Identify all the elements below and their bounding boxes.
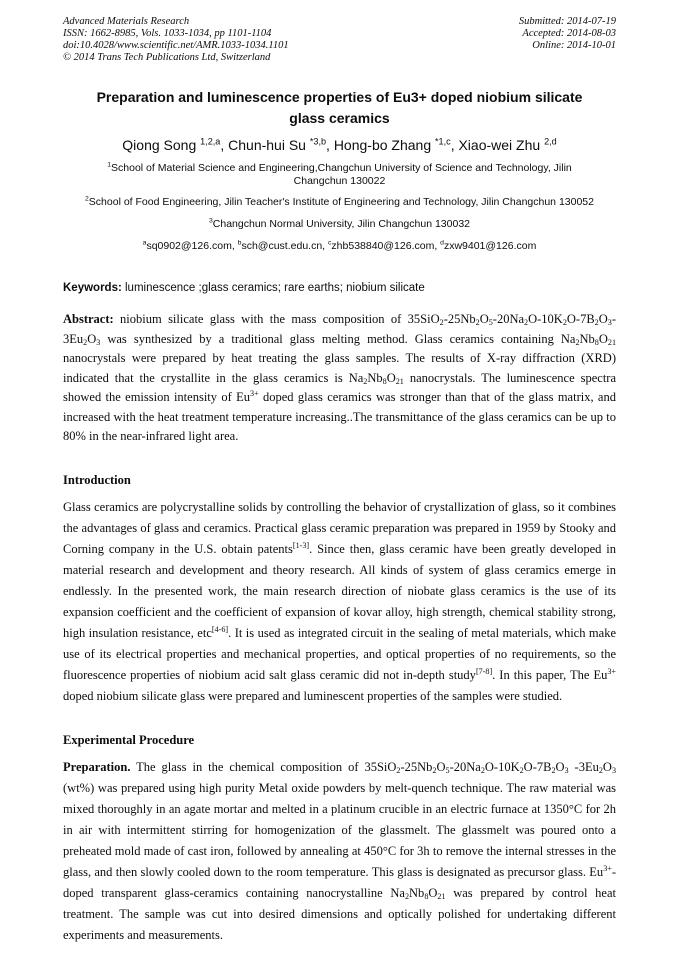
journal-name: Advanced Materials Research bbox=[63, 16, 190, 27]
journal-info bbox=[63, 16, 289, 64]
submission-dates bbox=[519, 16, 616, 64]
section-heading-introduction: Introduction bbox=[63, 472, 131, 487]
online-date: Online: 2014-10-01 bbox=[532, 40, 616, 51]
affiliation-1: $^1$School of Material Science and Engineering,Changchun University of Science and Technology, Jilin Changchun 130022 bbox=[107, 161, 572, 187]
paper-title: Preparation and luminescence properties of Eu3+ doped niobium silicate glass ceramics bbox=[96, 89, 583, 126]
accepted-date: Accepted: 2014-08-03 bbox=[522, 28, 616, 39]
author-emails: $^a$sq0902@126.com, $^b$sch@cust.edu.cn, $^c$zhb538840@126.com, $^d$zxw9401@126.com bbox=[142, 239, 537, 252]
journal-copyright-line: © 2014 Trans Tech Publications Ltd, Switzerland bbox=[63, 52, 271, 63]
preparation-paragraph: Preparation. The glass in the chemical composition of $35SiO_2-25Nb_2O_5-20Na_2O-10K_2O-7B_2O_3$ $-3Eu_2O_3$ (wt%) was prepared using high purity Metal oxide powders by melt-quench technique. The raw material was mixed thoroughly in an agate mortar and melted in a platinum crucible in an electric furnace at 1350°C for 2h in air with intermittent stirring for homogenization of the glassmelt. The glassmelt was poured onto a preheated mold made of cast iron, followed by annealing at 450°C for 3h to remove the internal stresses in the glass, and then slowly cooled down to the room temperature. This glass is designated as precursor glass. $Eu^{3+}$-doped transparent glass-ceramics containing nanocrystalline $Na_2Nb_8O_{21}$ was prepared by control heat treatment. The sample was cut into desired dimensions and optically polished for undertaking different experiments and measurements. bbox=[63, 759, 617, 942]
paper-header bbox=[63, 16, 616, 64]
author-line: Qiong Song $^{1,2,a}$, Chun-hui Su $^{*3,b}$, Hong-bo Zhang $^{*1,c}$, Xiao-wei Zhu $^{2,d}$ bbox=[122, 136, 557, 153]
section-heading-experimental: Experimental Procedure bbox=[63, 732, 195, 747]
affiliation-3: $^3$Changchun Normal University, Jilin Changchun 130032 bbox=[209, 217, 470, 230]
journal-issn-line: ISSN: 1662-8985, Vols. 1033-1034, pp 1101-1104 bbox=[63, 28, 272, 39]
journal-doi-line: doi:10.4028/www.scientific.net/AMR.1033-1034.1101 bbox=[63, 40, 289, 51]
introduction-paragraph: Glass ceramics are polycrystalline solids by controlling the behavior of crystallization of glass, so it combines the advantages of glass and ceramics. Practical glass ceramic preparation was prepared in 1959 by Stooky and Corning company in the U.S. obtain patents[1-3]. Since then, glass ceramic have been greatly developed in material research and development and theory research. All kinds of system of glass ceramics emerge in endlessly. In the presented work, the main research direction of niobate glass ceramics is the use of its expansion coefficient and the coefficient of expansion of kovar alloy, high strength, chemical stability strong, high insulation resistance, etc[4-6]. It is used as integrated circuit in the sealing of metal materials, which make use of its electrical properties and mechanical properties, and optical properties of no requirements, so the fluorescence properties of niobium acid salt glass ceramic did not in-depth study[7-8]. In this paper, The $Eu^{3+}$ doped niobium silicate glass were prepared and luminescent properties of the samples were studied. bbox=[63, 499, 617, 703]
affiliation-2: $^2$School of Food Engineering, Jilin Teacher's Institute of Engineering and Technology, Jilin Changchun 130052 bbox=[85, 195, 594, 208]
submitted-date: Submitted: 2014-07-19 bbox=[518, 16, 616, 27]
keywords-line: Keywords: luminescence ;glass ceramics; rare earths; niobium silicate bbox=[63, 282, 425, 294]
abstract-paragraph: Abstract: niobium silicate glass with the mass composition of $35SiO_2-25Nb_2O_5-20Na_2O-10K_2O-7B_2O_3-3Eu_2O_3$ was synthesized by a traditional glass melting method. Glass ceramics containing $Na_2Nb_8O_{21}$ nanocrystals were prepared by heat treating the glass samples. The results of X-ray diffraction (XRD) indicated that the crystallite in the glass ceramics is $Na_2Nb_8O_{21}$ nanocrystals. The luminescence spectra showed the emission intensity of $Eu^{3+}$ doped glass ceramics was stronger than that of the glass matrix, and increased with the heat treatment temperature increasing..The transmittance of the glass ceramics can be up to 80% in the near-infrared light area. bbox=[63, 312, 617, 443]
